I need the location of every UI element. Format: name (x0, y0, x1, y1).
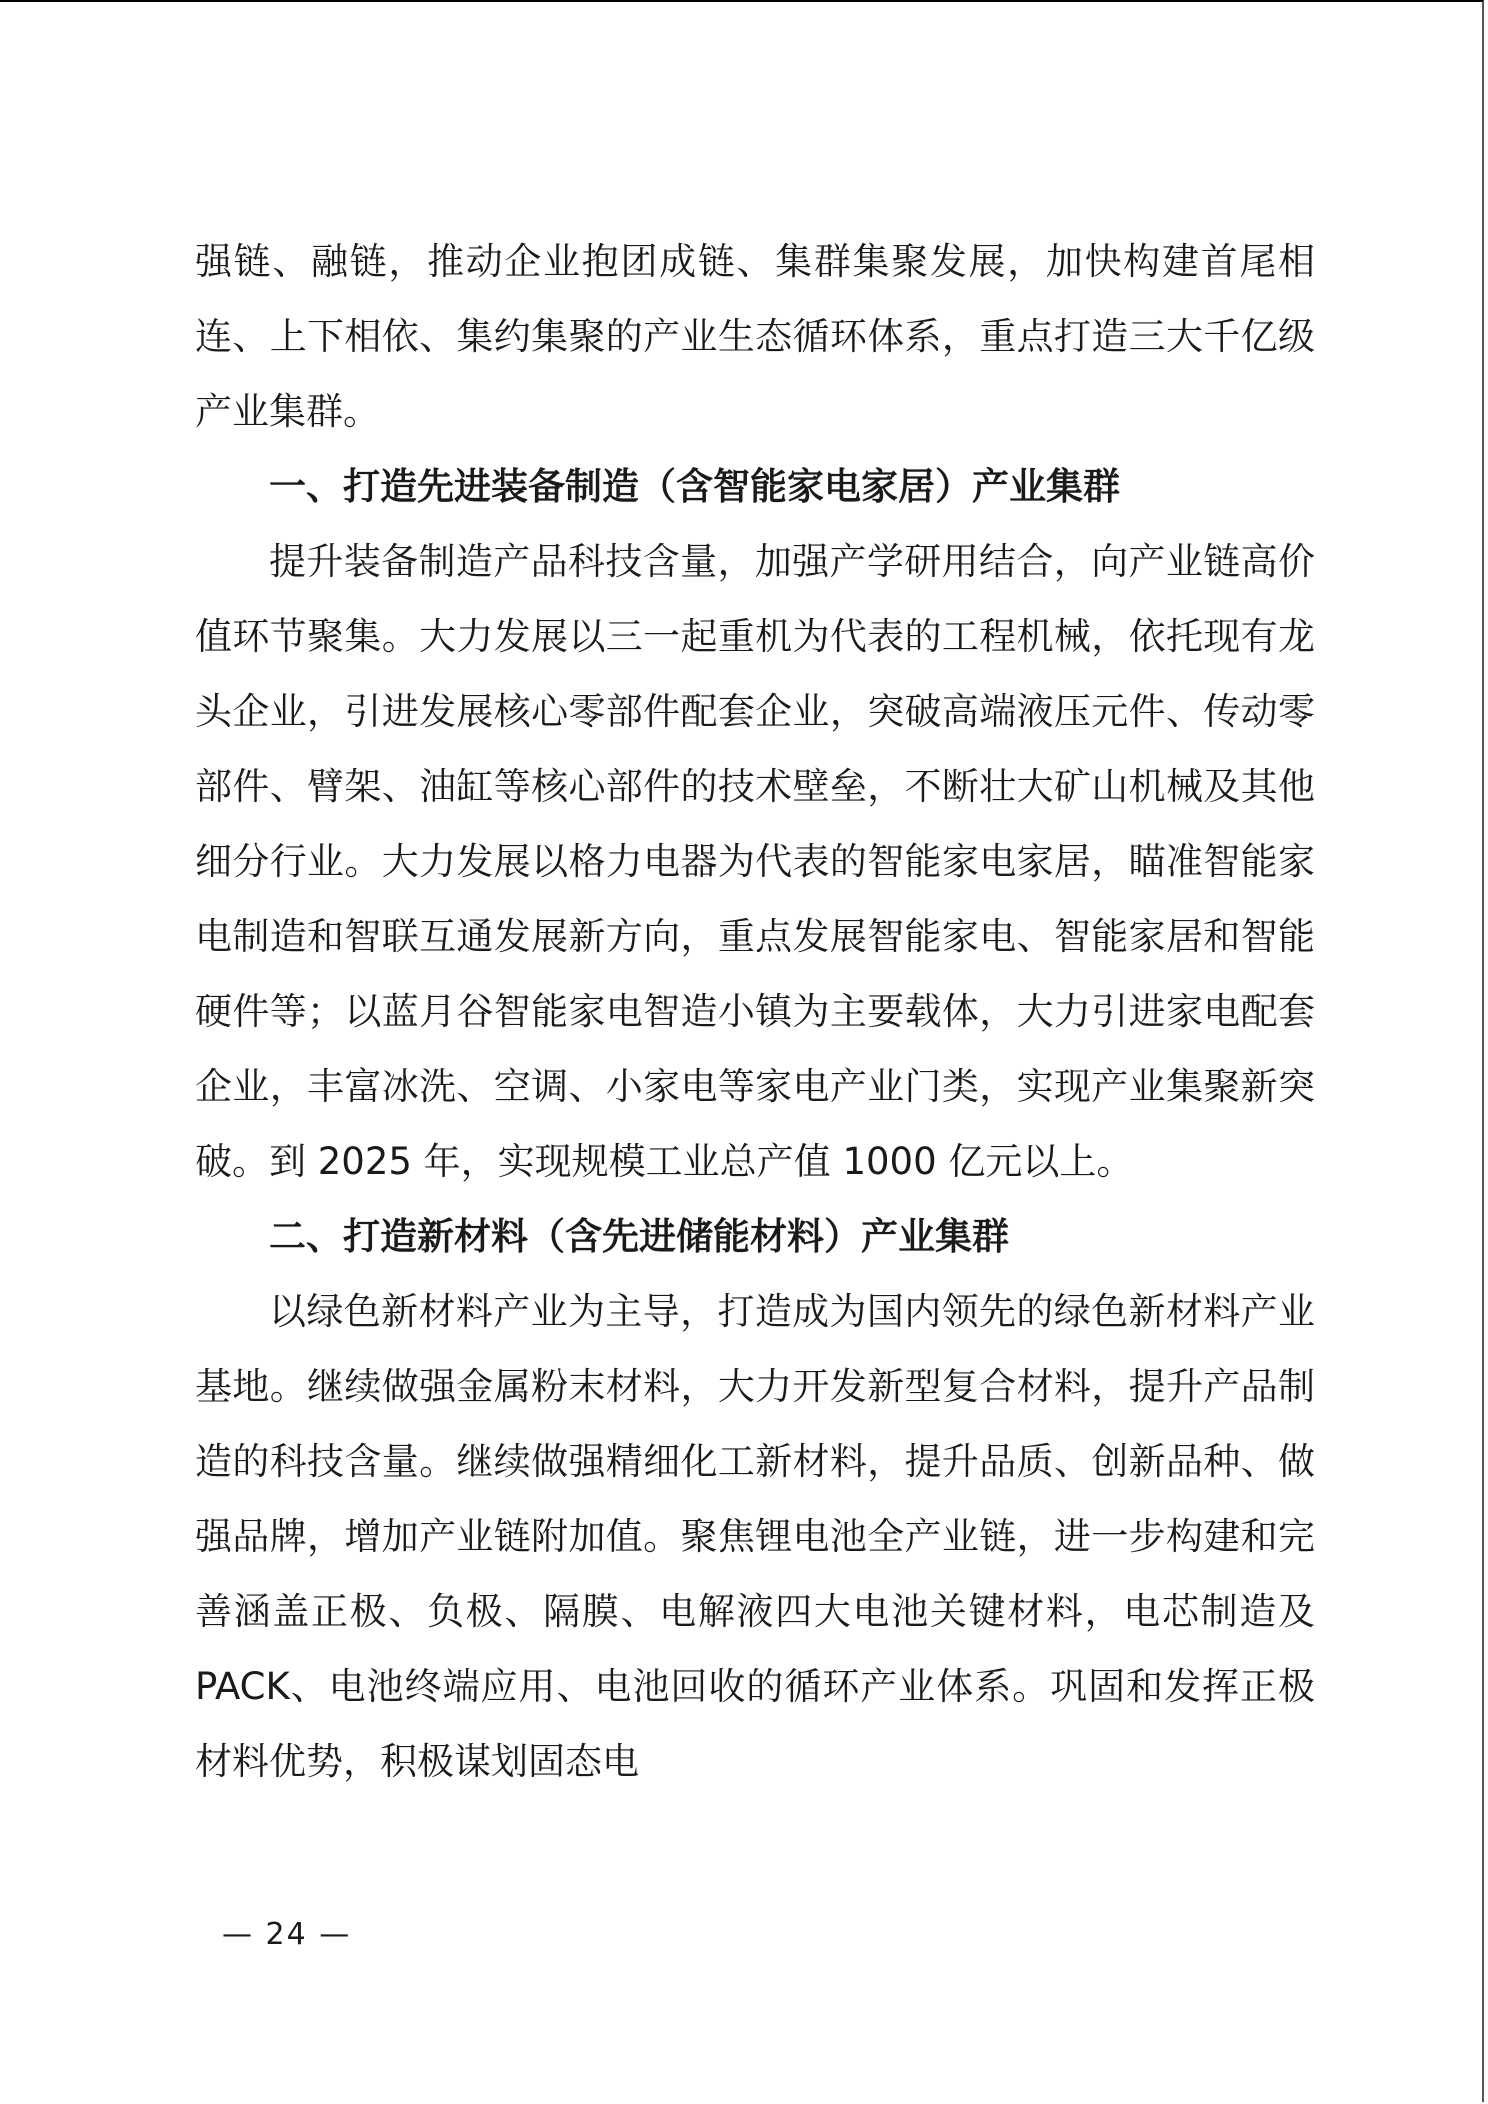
paragraph-advanced-equipment: 提升装备制造产品科技含量，加强产学研用结合，向产业链高价值环节聚集。大力发展以三一起重机为代表的工程机械，依托现有龙头企业，引进发展核心零部件配套企业，突破高端液压元件、传动零部件、臂架、油缸等核心部件的技术壁垒，不断壮大矿山机械及其他细分行业。大力发展以格力电器为代表的智能家电家居，瞄准智能家电制造和智联互通发展新方向，重点发展智能家电、智能家居和智能硬件等；以蓝月谷智能家电智造小镇为主要载体，大力引进家电配套企业，丰富冰洗、空调、小家电等家电产业门类，实现产业集聚新突破。到 2025 年，实现规模工业总产值 1000 亿元以上。 (195, 540, 1315, 1183)
paragraph-new-materials: 以绿色新材料产业为主导，打造成为国内领先的绿色新材料产业基地。继续做强金属粉末材料，大力开发新型复合材料，提升产品制造的科技含量。继续做强精细化工新材料，提升品质、创新品种、做强品牌，增加产业链附加值。聚焦锂电池全产业链，进一步构建和完善涵盖正极、负极、隔膜、电解液四大电池关键材料，电芯制造及 PACK、电池终端应用、电池回收的循环产业体系。巩固和发挥正极材料优势，积极谋划固态电 (195, 1290, 1315, 1783)
page-number: — 24 — (222, 1917, 352, 1952)
section-heading-advanced-equipment: 一、打造先进装备制造（含智能家电家居）产业集群 (269, 465, 1120, 508)
document-body (195, 224, 1315, 1799)
section-heading-new-materials: 二、打造新材料（含先进储能材料）产业集群 (269, 1215, 1009, 1258)
paragraph-intro-continuation: 强链、融链，推动企业抱团成链、集群集聚发展，加快构建首尾相连、上下相依、集约集聚的产业生态循环体系，重点打造三大千亿级产业集群。 (195, 240, 1315, 433)
